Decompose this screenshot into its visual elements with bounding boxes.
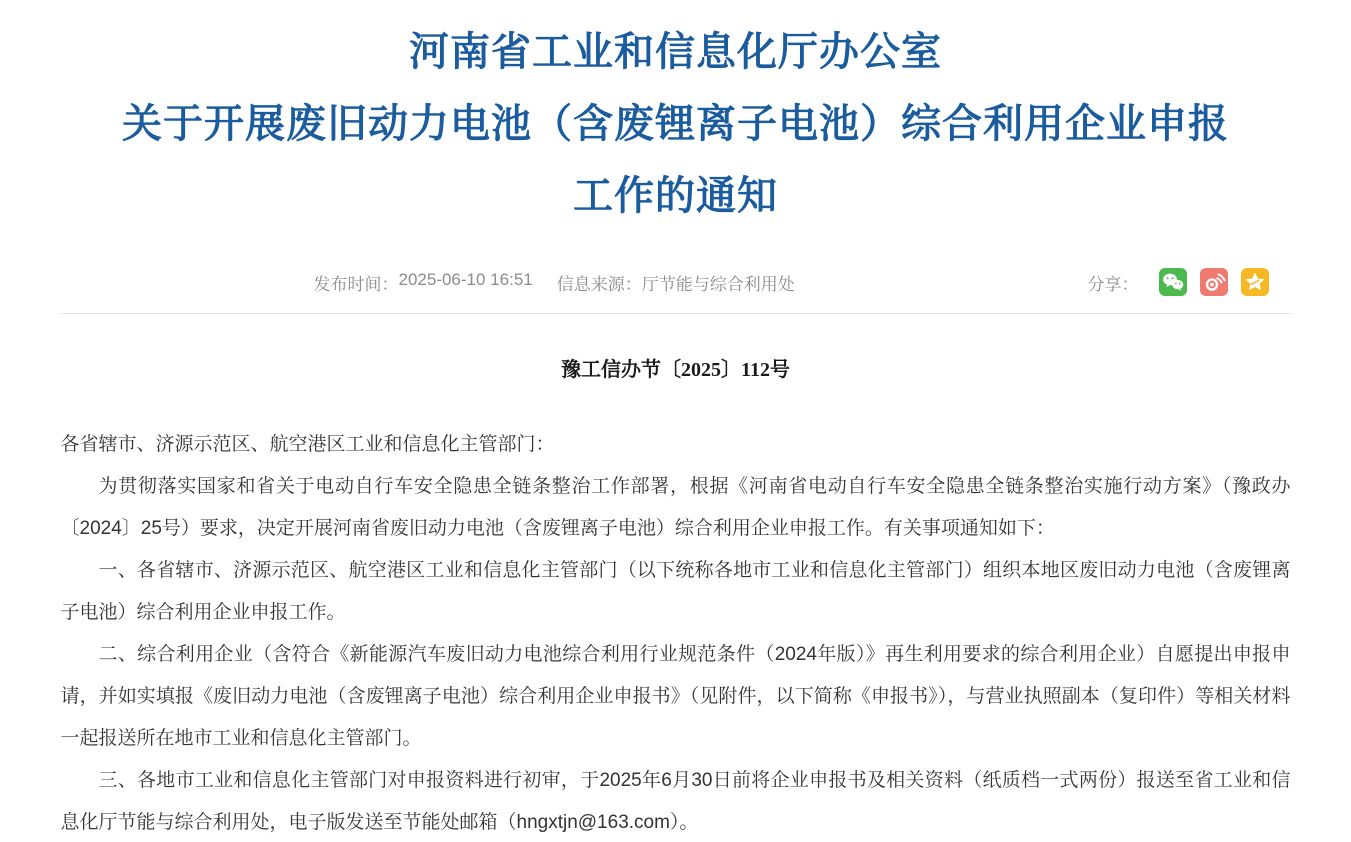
source-value: 厅节能与综合利用处	[641, 274, 795, 294]
document-number: 豫工信办节〔2025〕112号	[561, 359, 790, 381]
meta-info	[314, 270, 795, 295]
article-title	[61, 0, 1291, 232]
share-bar	[1088, 268, 1269, 296]
share-label: 分享：	[1087, 274, 1139, 294]
divider	[61, 313, 1291, 314]
qzone-share-icon[interactable]	[1241, 268, 1269, 296]
body-paragraph: 为贯彻落实国家和省关于电动自行车安全隐患全链条整治工作部署，根据《河南省电动自行车安全隐患全链条整治实施行动方案》（豫政办〔2024〕25号）要求，决定开展河南省废旧动力电池（含废锂离子电池）综合利用企业申报工作。有关事项通知如下：	[60, 476, 1291, 539]
weibo-share-icon[interactable]	[1200, 268, 1228, 296]
publish-time-value: 2025-06-10 16:51	[398, 269, 533, 289]
body-paragraph: 二、综合利用企业（含符合《新能源汽车废旧动力电池综合利用行业规范条件（2024年版）》再生利用要求的综合利用企业）自愿提出申报申请，并如实填报《废旧动力电池（含废锂离子电池）综合利用企业申报书》（见附件，以下简称《申报书》），与营业执照副本（复印件）等相关材料一起报送所在地市工业和信息化主管部门。	[60, 644, 1291, 749]
article-title-line-1: 河南省工业和信息化厅办公室	[409, 30, 942, 74]
publish-time-label: 发布时间：	[313, 274, 399, 294]
body-paragraph: 三、各地市工业和信息化主管部门对申报资料进行初审，于2025年6月30日前将企业申报书及相关资料（纸质档一式两份）报送至省工业和信息化厅节能与综合利用处，电子版发送至节能处邮箱（hngxtjn@163.com）。	[60, 770, 1291, 833]
source-label: 信息来源：	[556, 274, 642, 294]
document-body	[61, 424, 1291, 842]
meta-row	[61, 268, 1291, 296]
salutation: 各省辖市、济源示范区、航空港区工业和信息化主管部门：	[60, 434, 555, 455]
wechat-share-icon[interactable]	[1159, 268, 1187, 296]
article-page	[61, 0, 1291, 842]
article-title-line-3: 工作的通知	[573, 174, 778, 218]
body-paragraph: 一、各省辖市、济源示范区、航空港区工业和信息化主管部门（以下统称各地市工业和信息化主管部门）组织本地区废旧动力电池（含废锂离子电池）综合利用企业申报工作。	[60, 560, 1291, 623]
article-title-line-2: 关于开展废旧动力电池（含废锂离子电池）综合利用企业申报	[122, 102, 1229, 146]
